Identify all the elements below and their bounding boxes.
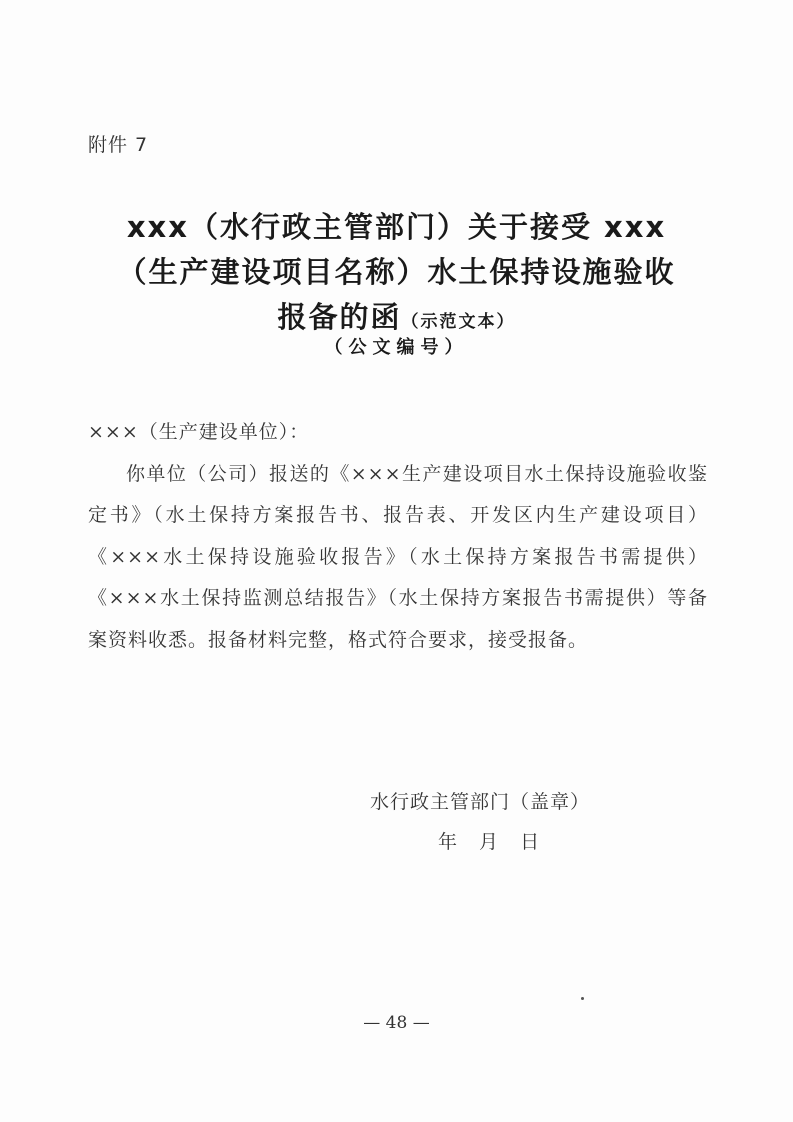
- document-title: [60, 205, 733, 345]
- body-paragraph: 你单位（公司）报送的《×××生产建设项目水土保持设施验收鉴定书》（水土保持方案报告书、报告表、开发区内生产建设项目）《×××水土保持设施验收报告》（水土保持方案报告书需提供）《×××水土保持监测总结报告》（水土保持方案报告书需提供）等备案资料收悉。报备材料完整，格式符合要求，接受报备。: [88, 462, 708, 651]
- signature-block: [370, 782, 590, 862]
- scan-speck: [581, 997, 584, 1000]
- letter-body: [88, 412, 708, 661]
- signature-organization: 水行政主管部门（盖章）: [370, 791, 591, 813]
- salutation: ×××（生产建设单位）：: [88, 421, 310, 443]
- title-line-2: （生产建设项目名称）水土保持设施验收: [117, 255, 676, 289]
- signature-date: 年 月 日: [438, 831, 541, 853]
- page-number: — 48 —: [363, 1013, 430, 1033]
- title-line-1: xxx（水行政主管部门）关于接受 xxx: [126, 210, 667, 244]
- attachment-label: 附件 7: [88, 134, 149, 156]
- title-main: 报备的函: [277, 300, 402, 334]
- title-template-note: （示范文本）: [401, 312, 516, 332]
- document-number: （公文编号）: [324, 337, 469, 358]
